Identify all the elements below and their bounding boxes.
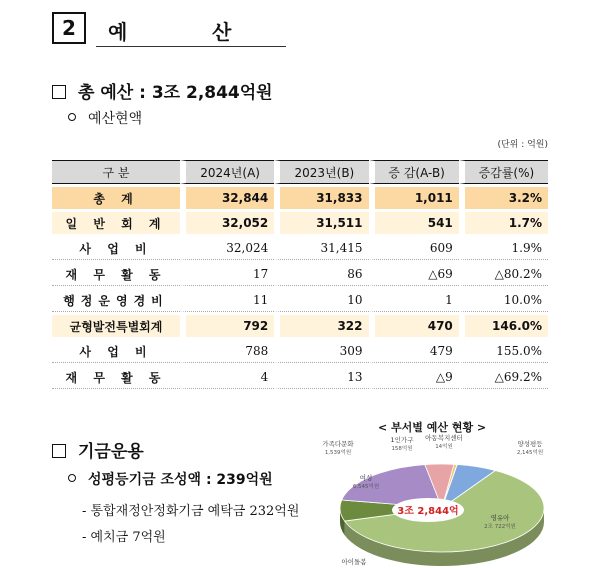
circle-bullet-icon bbox=[68, 113, 76, 121]
header-change: 증 감(A-B) bbox=[369, 160, 459, 184]
row-value: △9 bbox=[369, 366, 459, 389]
pie-slice-amount: 6,545억원 bbox=[352, 484, 380, 490]
row-value: 792 bbox=[180, 315, 274, 337]
row-value: 31,415 bbox=[274, 237, 368, 260]
row-label: 재 무 활 동 bbox=[52, 366, 180, 389]
row-label: 일 반 회 계 bbox=[52, 212, 180, 234]
budget-table bbox=[52, 157, 548, 392]
row-label: 사 업 비 bbox=[52, 237, 180, 260]
unit-note: (단위 : 억원) bbox=[497, 140, 548, 150]
fund-item-1: - 통합재정안정화기금 예탁금 232억원 bbox=[82, 504, 300, 519]
budget-status-heading bbox=[68, 108, 142, 128]
pie-slice-amount: 1,539억원 bbox=[324, 450, 352, 456]
pie-slice-amount: 2,145억원 bbox=[516, 450, 544, 456]
pie-slice-name: 아이돌봄 bbox=[341, 558, 367, 566]
budget-status-text: 예산현액 bbox=[88, 111, 143, 127]
total-budget-text: 총 예산 : 3조 2,844억원 bbox=[78, 83, 273, 103]
header-2024: 2024년(A) bbox=[180, 160, 274, 184]
row-value: 1 bbox=[369, 289, 459, 312]
row-value: 31,511 bbox=[274, 212, 368, 234]
section-title-part-2: 산 bbox=[212, 20, 232, 44]
row-value: 11 bbox=[180, 289, 274, 312]
row-value: △80.2% bbox=[459, 263, 548, 286]
row-value: 32,024 bbox=[180, 237, 274, 260]
row-value: 1,011 bbox=[369, 187, 459, 209]
row-value: 309 bbox=[274, 340, 368, 363]
fund-operation-text: 기금운용 bbox=[78, 442, 144, 462]
table-row bbox=[52, 289, 548, 312]
row-value: 541 bbox=[369, 212, 459, 234]
pie-slice-name: 1인가구 bbox=[390, 436, 414, 444]
row-value: 4 bbox=[180, 366, 274, 389]
table-row bbox=[52, 340, 548, 363]
row-value: 470 bbox=[369, 315, 459, 337]
section-number: 2 bbox=[52, 12, 86, 44]
row-value: 155.0% bbox=[459, 340, 548, 363]
row-label: 총 계 bbox=[52, 187, 180, 209]
section-title bbox=[108, 16, 232, 45]
header-change-rate: 증감률(%) bbox=[459, 160, 548, 184]
pie-slice-amount: 158억원 bbox=[391, 446, 413, 452]
department-budget-pie-chart bbox=[322, 432, 560, 568]
pie-slice-name: 아동복지센터 bbox=[425, 434, 463, 442]
row-value: 1.7% bbox=[459, 212, 548, 234]
row-value: 3.2% bbox=[459, 187, 548, 209]
pie-slice-name: 영유아 bbox=[490, 514, 510, 522]
row-value: △69 bbox=[369, 263, 459, 286]
pie-center-label: 3조 2,844억 bbox=[397, 506, 459, 517]
pie-slice-amount: 14억원 bbox=[435, 444, 453, 450]
row-value: 32,844 bbox=[180, 187, 274, 209]
chart-title: < 부서별 예산 현황 > bbox=[378, 421, 487, 434]
header-division: 구 분 bbox=[52, 160, 180, 184]
total-budget-heading bbox=[52, 78, 273, 103]
row-value: 322 bbox=[274, 315, 368, 337]
square-bullet-icon bbox=[52, 85, 66, 99]
table-header-row bbox=[52, 160, 548, 184]
row-value: 479 bbox=[369, 340, 459, 363]
fund-amount-text: 성평등기금 조성액 : 239억원 bbox=[88, 472, 273, 488]
row-label: 사 업 비 bbox=[52, 340, 180, 363]
row-value: 10 bbox=[274, 289, 368, 312]
row-label: 행정운영경비 bbox=[52, 289, 180, 312]
row-value: 10.0% bbox=[459, 289, 548, 312]
row-value: 17 bbox=[180, 263, 274, 286]
row-value: 146.0% bbox=[459, 315, 548, 337]
pie-slice-name: 가족다문화 bbox=[322, 440, 354, 448]
section-underline bbox=[96, 46, 286, 47]
header-2023: 2023년(B) bbox=[274, 160, 368, 184]
row-value: 32,052 bbox=[180, 212, 274, 234]
table-row bbox=[52, 366, 548, 389]
pie-slice-name: 여성 bbox=[359, 474, 373, 482]
row-value: 609 bbox=[369, 237, 459, 260]
row-label: 재 무 활 동 bbox=[52, 263, 180, 286]
fund-amount-heading bbox=[68, 469, 273, 489]
fund-item-2: - 예치금 7억원 bbox=[82, 530, 166, 545]
row-value: 13 bbox=[274, 366, 368, 389]
row-label: 균형발전특별회계 bbox=[52, 315, 180, 337]
circle-bullet-icon bbox=[68, 474, 76, 482]
table-row bbox=[52, 187, 548, 209]
table-row bbox=[52, 237, 548, 260]
fund-operation-heading bbox=[52, 437, 144, 462]
square-bullet-icon bbox=[52, 444, 66, 458]
row-value: 86 bbox=[274, 263, 368, 286]
row-value: 31,833 bbox=[274, 187, 368, 209]
table-row bbox=[52, 315, 548, 337]
section-title-part-1: 예 bbox=[108, 20, 128, 44]
pie-slice-name: 양성평등 bbox=[517, 440, 543, 448]
budget-table-body bbox=[52, 160, 548, 389]
row-value: 1.9% bbox=[459, 237, 548, 260]
table-row bbox=[52, 212, 548, 234]
row-value: 788 bbox=[180, 340, 274, 363]
table-row bbox=[52, 263, 548, 286]
pie-slice-amount: 2조 722억원 bbox=[484, 524, 516, 530]
row-value: △69.2% bbox=[459, 366, 548, 389]
